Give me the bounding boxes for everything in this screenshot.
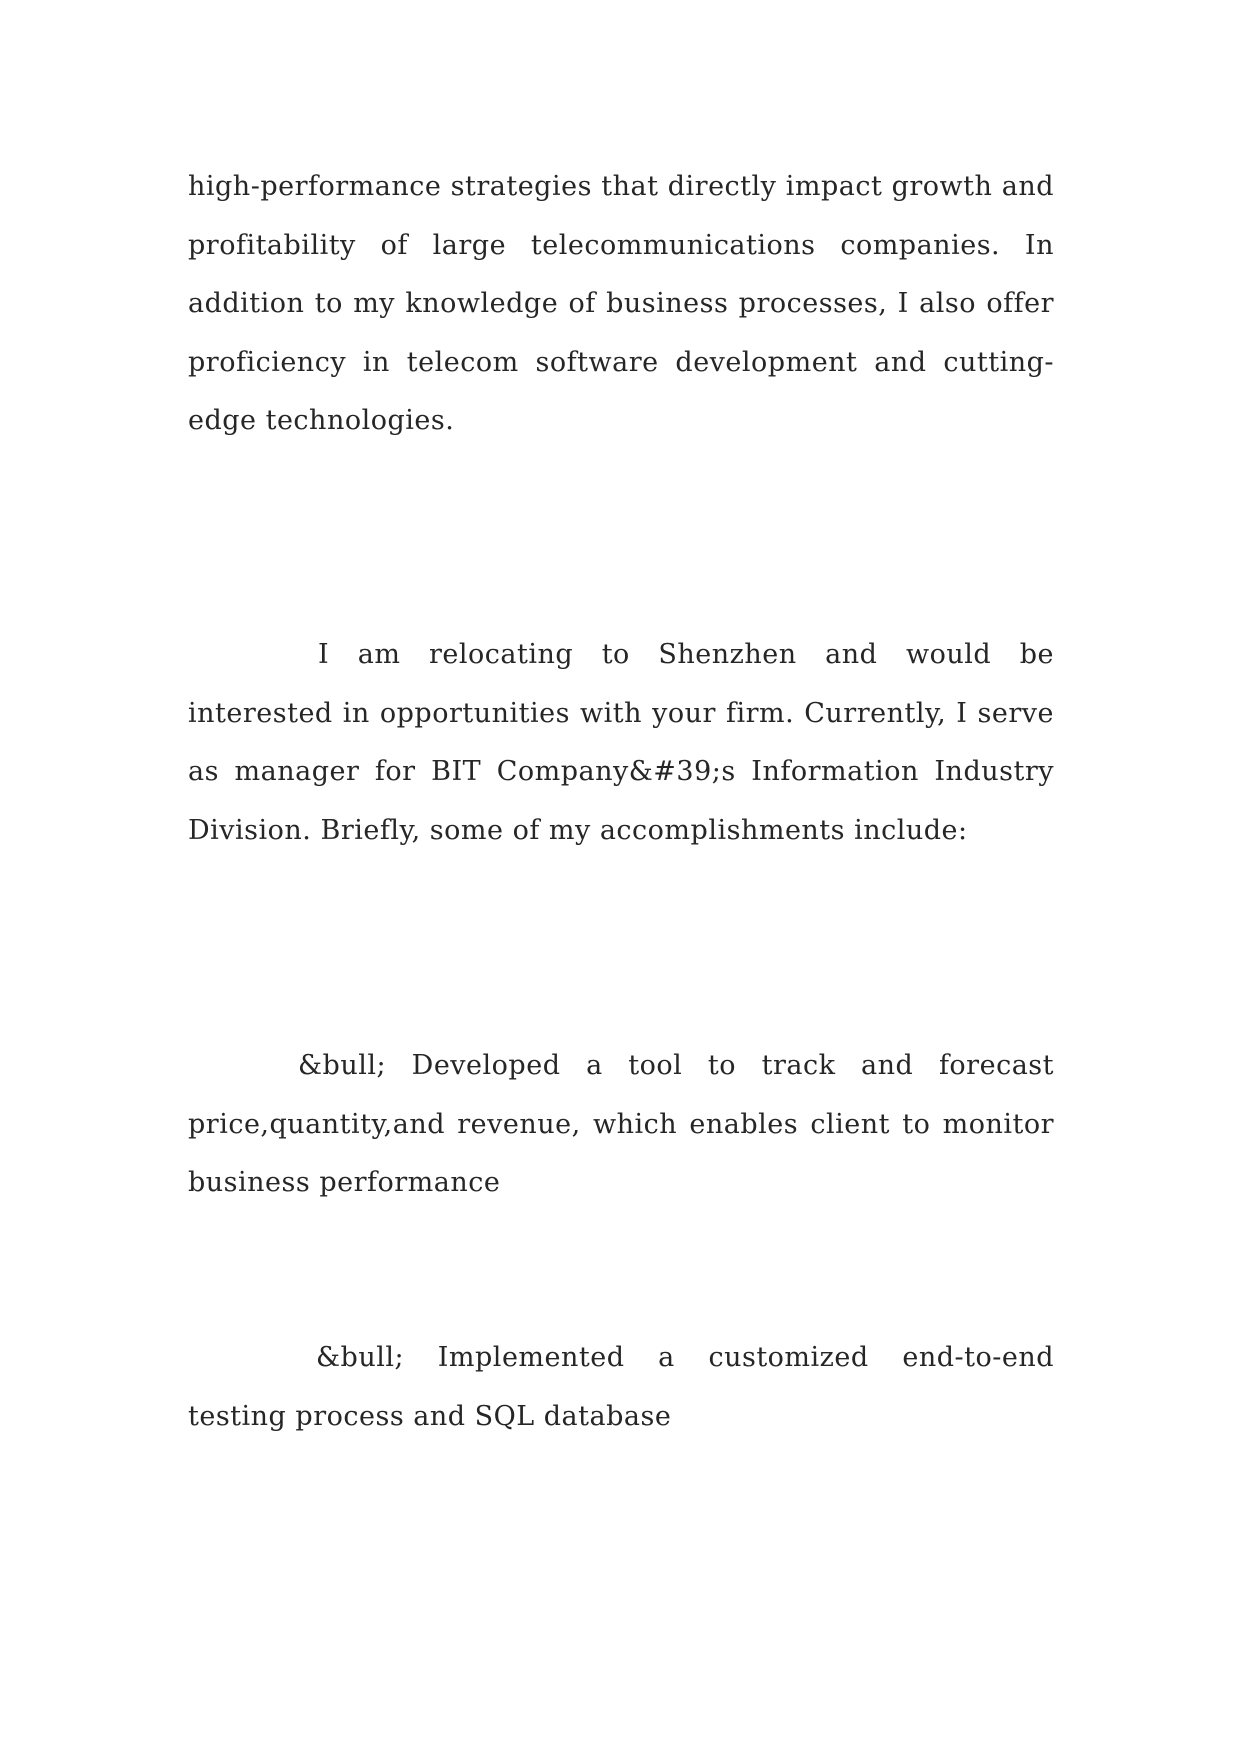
paragraph-relocation: I am relocating to Shenzhen and would be interested in opportunities with your firm. Currently, I serve as manager for BIT Company&#39;s Information Industry Division. Briefly, some of my accomplishments include: [188,639,1054,846]
paragraph-strategies: high-performance strategies that directly impact growth and profitability of large telecommunications companies. In addition to my knowledge of business processes, I also offer proficiency in telecom software development and cutting-edge technologies. [188,171,1054,436]
accomplishment-item-forecast-tool: &bull; Developed a tool to track and forecast price,quantity,and revenue, which enables client to monitor business performance [188,1050,1054,1198]
accomplishment-item-testing-process: &bull; Implemented a customized end-to-end testing process and SQL database [188,1342,1054,1432]
